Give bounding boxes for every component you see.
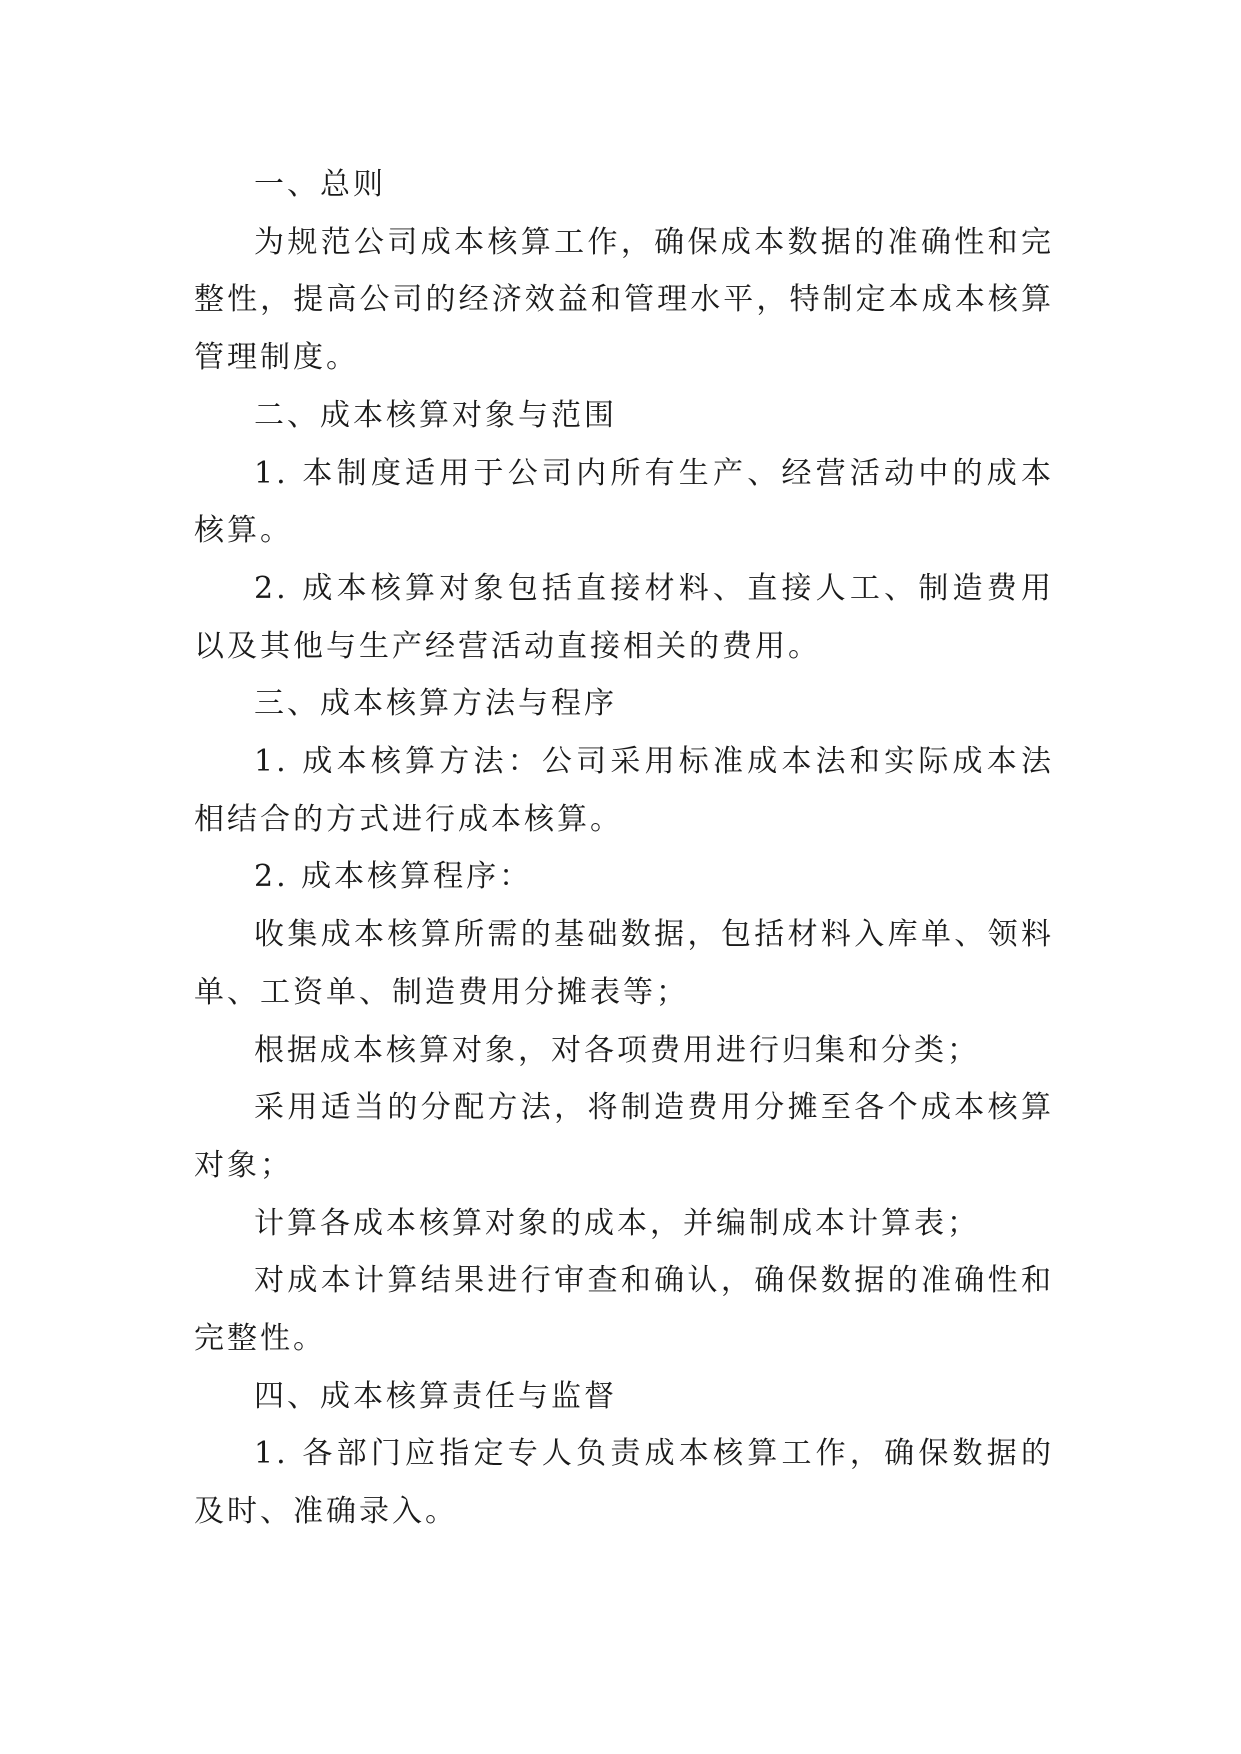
paragraph-scope-2: 2. 成本核算对象包括直接材料、直接人工、制造费用以及其他与生产经营活动直接相关的费用。 (194, 570, 1054, 664)
paragraph-procedure-step-4: 计算各成本核算对象的成本，并编制成本计算表； (254, 1205, 980, 1241)
paragraph-procedure-step-2: 根据成本核算对象，对各项费用进行归集和分类； (254, 1032, 980, 1068)
paragraph-procedure-step-5: 对成本计算结果进行审查和确认，确保数据的准确性和完整性。 (194, 1263, 1054, 1357)
section-heading-responsibility: 四、成本核算责任与监督 (254, 1378, 617, 1414)
paragraph-scope-1: 1. 本制度适用于公司内所有生产、经营活动中的成本核算。 (194, 455, 1054, 549)
section-heading-general: 一、总则 (254, 167, 386, 202)
paragraph-procedure-step-1: 收集成本核算所需的基础数据，包括材料入库单、领料单、工资单、制造费用分摊表等； (194, 917, 1054, 1010)
document-body (194, 156, 1054, 1541)
paragraph-responsibility-1: 1. 各部门应指定专人负责成本核算工作，确保数据的及时、准确录入。 (194, 1436, 1054, 1530)
paragraph-purpose: 为规范公司成本核算工作，确保成本数据的准确性和完整性，提高公司的经济效益和管理水平，特制定本成本核算管理制度。 (194, 224, 1054, 376)
section-heading-methods: 三、成本核算方法与程序 (254, 686, 617, 722)
section-heading-scope: 二、成本核算对象与范围 (254, 397, 617, 433)
paragraph-methods-2: 2. 成本核算程序： (254, 859, 533, 895)
paragraph-methods-1: 1. 成本核算方法：公司采用标准成本法和实际成本法相结合的方式进行成本核算。 (194, 744, 1054, 837)
paragraph-procedure-step-3: 采用适当的分配方法，将制造费用分摊至各个成本核算对象； (194, 1090, 1054, 1183)
